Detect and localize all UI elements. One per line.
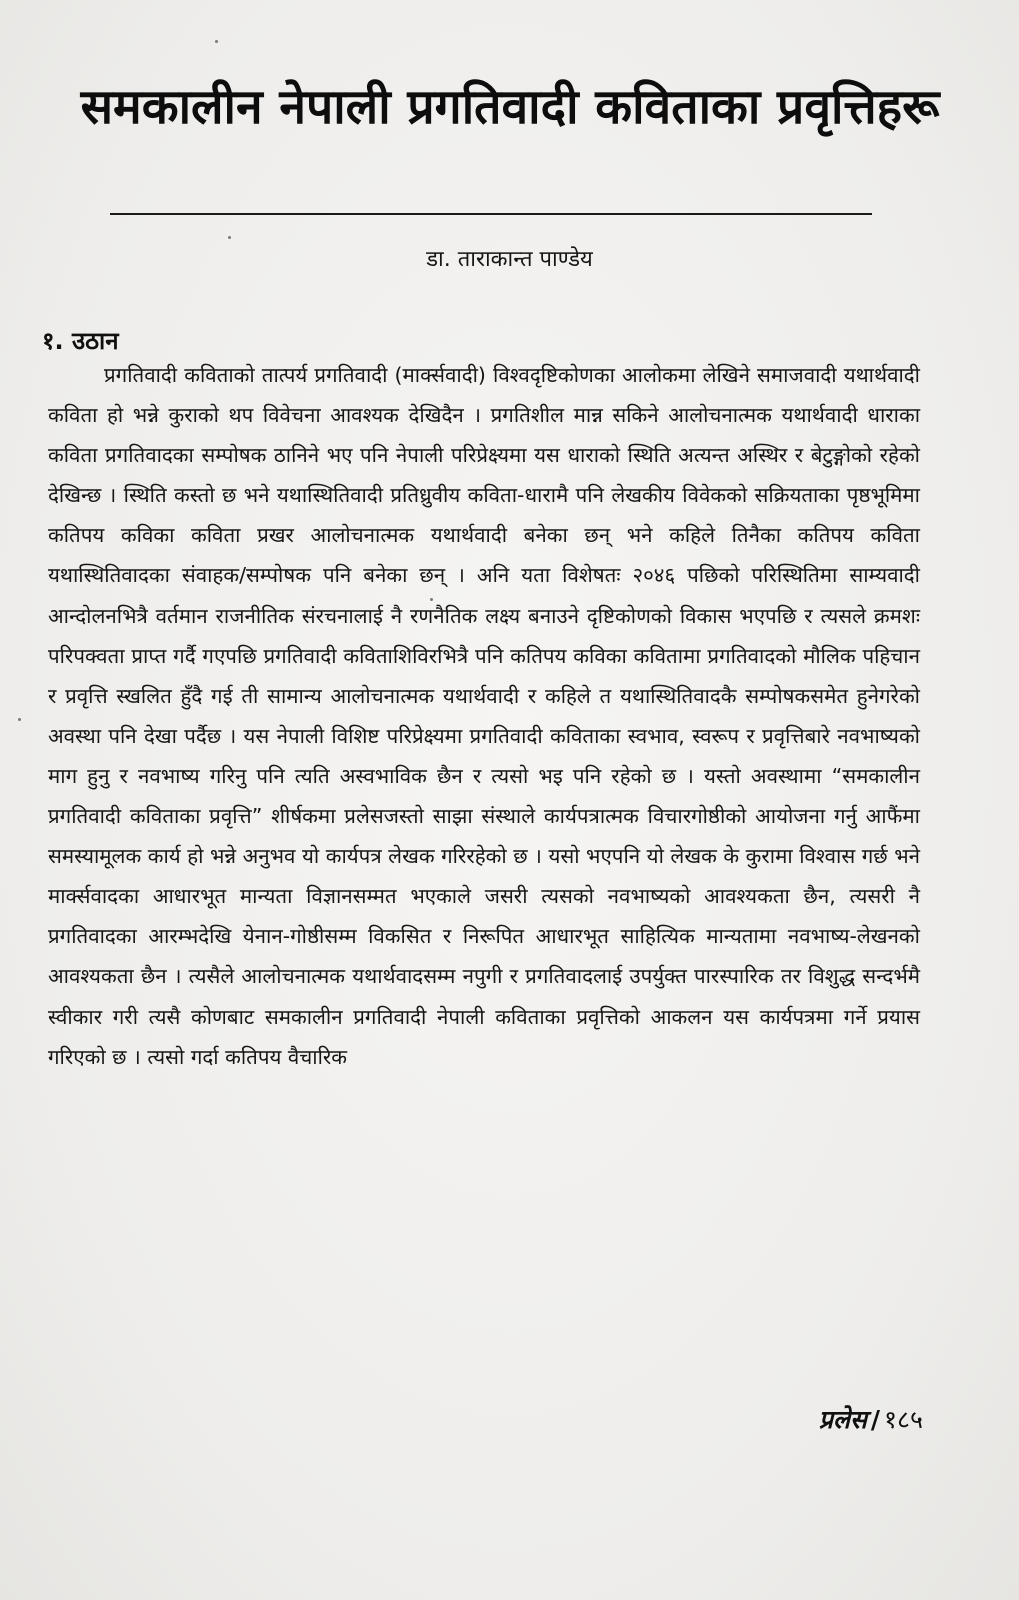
page-number: १८५ — [883, 1405, 923, 1434]
scan-speck — [215, 40, 218, 43]
scan-speck — [228, 236, 231, 239]
title-divider — [110, 213, 872, 215]
scan-speck — [18, 718, 21, 721]
page-footer — [819, 1402, 923, 1438]
section-heading: १. उठान — [42, 327, 119, 355]
journal-name: प्रलेस — [818, 1405, 867, 1434]
author-name: डा. ताराकान्त पाण्डेय — [426, 247, 593, 272]
article-title: समकालीन नेपाली प्रगतिवादी कविताका प्रवृत्तिहरू — [80, 79, 940, 135]
body-paragraph: प्रगतिवादी कविताको तात्पर्य प्रगतिवादी (मार्क्सवादी) विश्वदृष्टिकोणका आलोकमा लेखिने समाजवादी यथार्थवादी कविता हो भन्ने कुराको थप विवेचना आवश्यक देखिदैन । प्रगतिशील मान्न सकिने आलोचनात्मक यथार्थवादी धाराका कविता प्रगतिवादका सम्पोषक ठानिने भए पनि नेपाली परिप्रेक्ष्यमा यस धाराको स्थिति अत्यन्त अस्थिर र बेटुङ्गोको रहेको देखिन्छ । स्थिति कस्तो छ भने यथास्थितिवादी प्रतिध्रुवीय कविता-धारामै पनि लेखकीय विवेकको सक्रियताका पृष्ठभूमिमा कतिपय कविका कविता प्रखर आलोचनात्मक यथार्थवादी बनेका छन् भने कहिले तिनैका कतिपय कविता यथास्थितिवादका संवाहक/सम्पोषक पनि बनेका छन् । अनि यता विशेषतः २०४६ पछिको परिस्थितिमा साम्यवादी आन्दोलनभित्रै वर्तमान राजनीतिक संरचनालाई नै रणनैतिक लक्ष्य बनाउने दृष्टिकोणको विकास भएपछि र त्यसले क्रमशः परिपक्वता प्राप्त गर्दै गएपछि प्रगतिवादी कविताशिविरभित्रै पनि कतिपय कविका कवितामा प्रगतिवादको मौलिक पहिचान र प्रवृत्ति स्खलित हुँदै गई ती सामान्य आलोचनात्मक यथार्थवादी र कहिले त यथास्थितिवादकै सम्पोषकसमेत हुनेगरेको अवस्था पनि देखा पर्दैछ । यस नेपाली विशिष्ट परिप्रेक्ष्यमा प्रगतिवादी कविताका स्वभाव, स्वरूप र प्रवृत्तिबारे नवभाष्यको माग हुनु र नवभाष्य गरिनु पनि त्यति अस्वभाविक छैन र त्यसो भइ पनि रहेको छ । यस्तो अवस्थामा “समकालीन प्रगतिवादी कविताका प्रवृत्ति” शीर्षकमा प्रलेसजस्तो साझा संस्थाले कार्यपत्रात्मक विचारगोष्ठीको आयोजना गर्नु आफैंमा समस्यामूलक कार्य हो भन्ने अनुभव यो कार्यपत्र लेखक गरिरहेको छ । यसो भएपनि यो लेखक के कुरामा विश्वास गर्छ भने मार्क्सवादका आधारभूत मान्यता विज्ञानसम्मत भएकाले जसरी त्यसको नवभाष्यको आवश्यकता छैन, त्यसरी नै प्रगतिवादका आरम्भदेखि येनान-गोष्ठीसम्म विकसित र निरूपित आधारभूत साहित्यिक मान्यतामा नवभाष्य-लेखनको आवश्यकता छैन । त्यसैले आलोचनात्मक यथार्थवादसम्म नपुगी र प्रगतिवादलाई उपर्युक्त पारस्पारिक तर विशुद्ध सन्दर्भमै स्वीकार गरी त्यसै कोणबाट समकालीन प्रगतिवादी नेपाली कविताका प्रवृत्तिको आकलन यस कार्यपत्रमा गर्ने प्रयास गरिएको छ । त्यसो गर्दा कतिपय वैचारिक — [48, 363, 920, 1069]
footer-separator: / — [870, 1405, 880, 1434]
scan-speck — [430, 598, 433, 601]
